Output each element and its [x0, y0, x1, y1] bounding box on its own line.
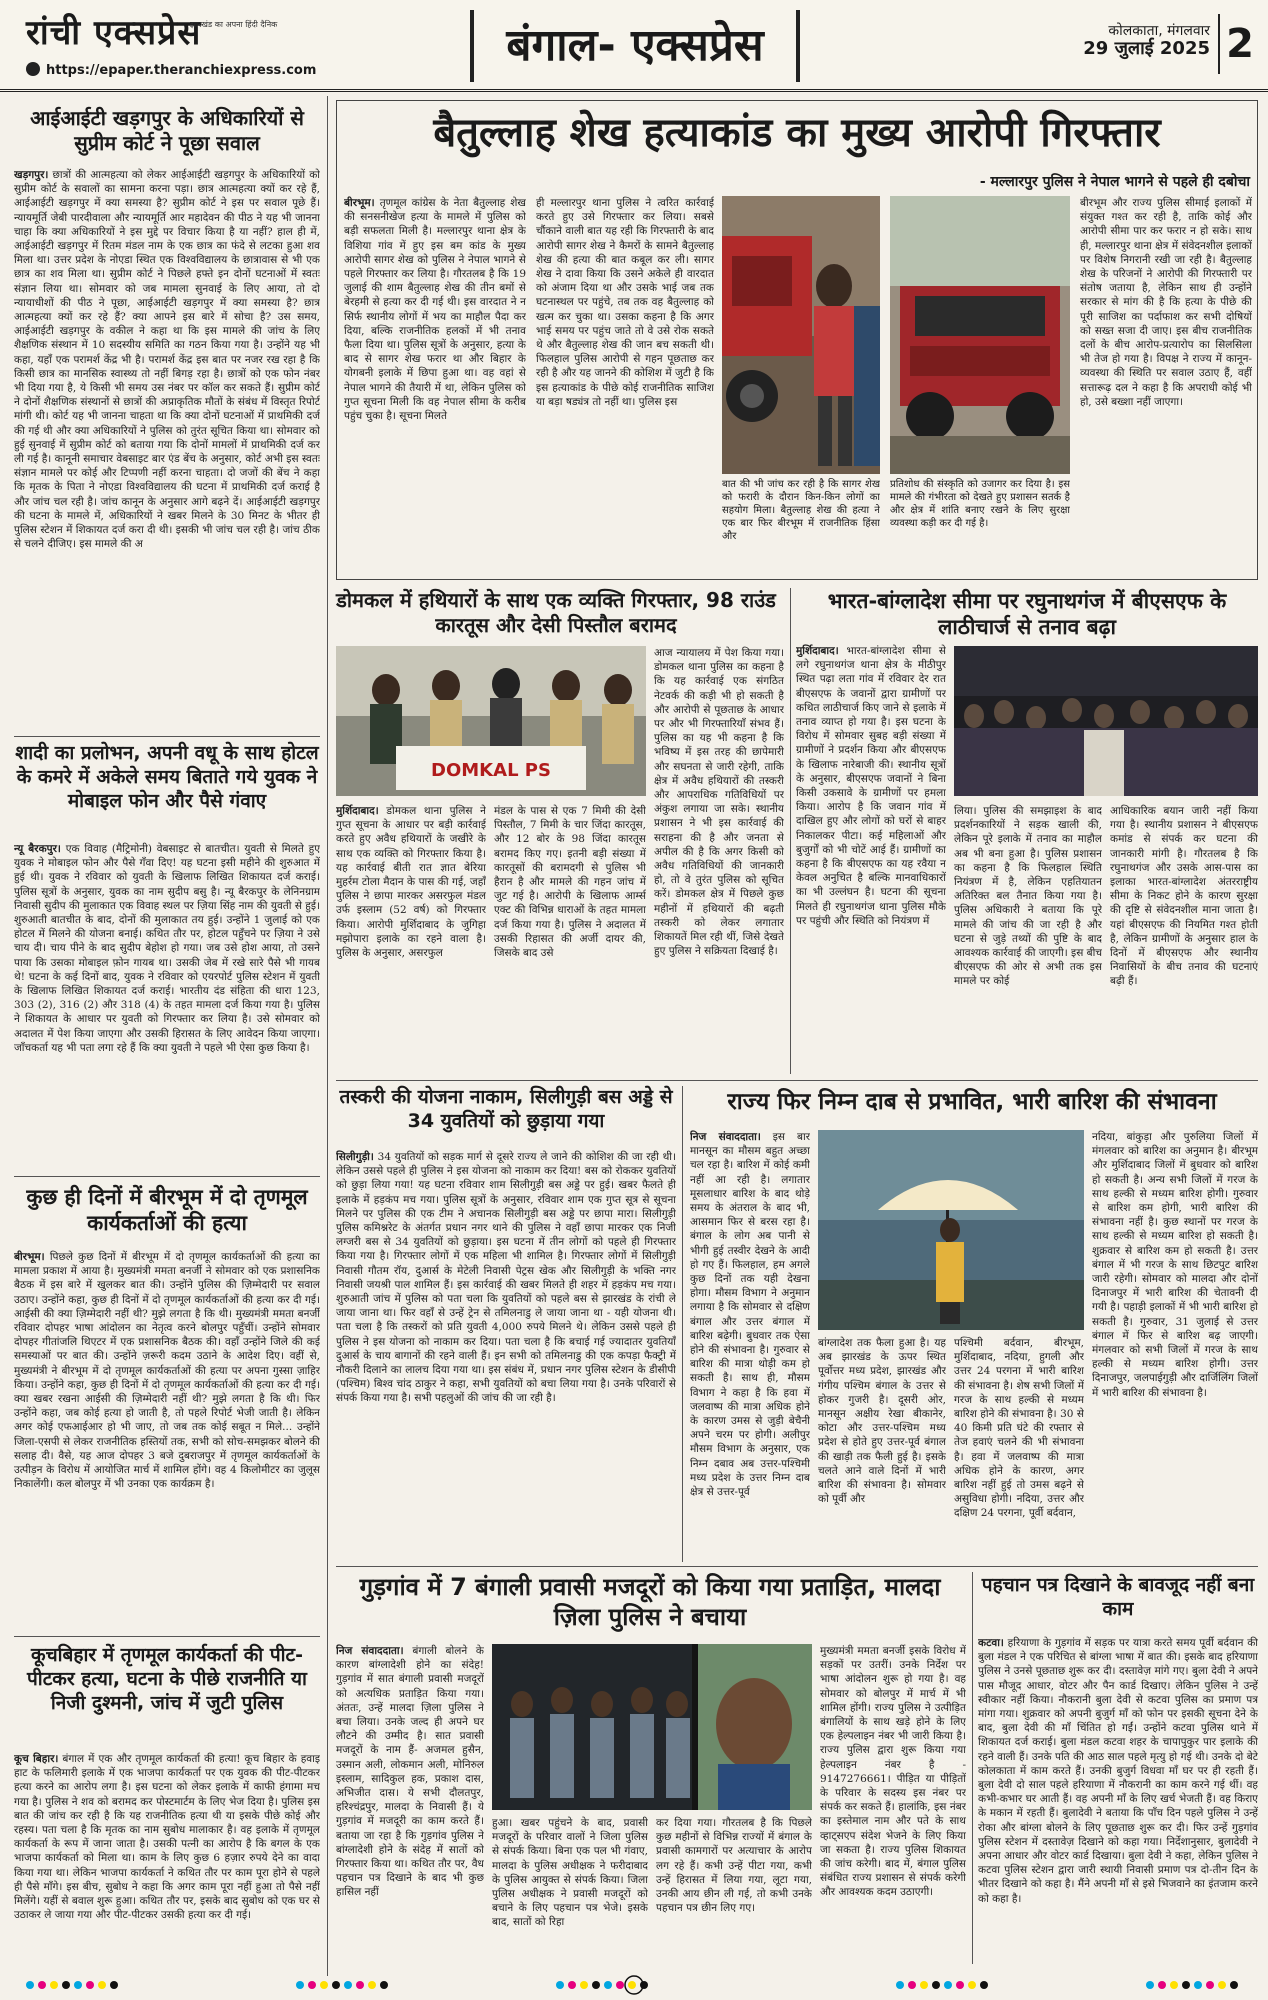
column-divider — [327, 96, 328, 1976]
divider — [336, 1566, 1258, 1567]
headline-gurgaon: गुड़गांव में 7 बंगाली प्रवासी मजदूरों को किया गया प्रताड़ित, मालदा ज़िला पुलिस ने बचाया — [359, 1573, 941, 1631]
registration-dot — [1230, 1981, 1238, 1989]
headline-domkal: डोमकल में हथियारों के साथ एक व्यक्ति गिरफ्तार, 98 राउंड कारतूस और देसी पिस्तौल बरामद — [336, 588, 776, 637]
column-divider — [972, 1572, 973, 1964]
registration-dot — [50, 1981, 58, 1989]
article-text: इस बार मानसून का मौसम बहुत अच्छा चल रहा है। बारिश में कोई कमी नहीं आ रही है। लगातार मूसलाधार बारिश के बाद थोड़े समय के अंतराल के बाद भी, आसमान फिर से बरस रहा है। बंगाल के लोग अब पानी से भीगी हुई तस्वीर देखने के आदी हो गए हैं। फिलहाल, हम अगले कुछ दिनों तक यही देखना होगा। मौसम विभाग ने अनुमान लगाया है कि सोमवार से दक्षिण बंगाल और उत्तर बंगाल में बारिश बढ़ेगी। बुधवार तक ऐसा होने की संभावना है। गुरुवार से बारिश की मात्रा थोड़ी कम हो सकती है। साथ ही, मौसम विभाग ने कहा है कि हवा में जलवाष्प की मात्रा अधिक होने के कारण उमस से जुड़ी बेचैनी अपने चरम पर होगी। अलीपुर मौसम विभाग के अनुसार, एक निम्न दबाव अब उत्तर-पश्चिमी मध्य प्रदेश के उत्तर निम्न दाब क्षेत्र से उत्तर-पूर्व — [690, 1131, 810, 1499]
newspaper-logo: रांची एक्सप्रेस — [26, 13, 202, 53]
registration-dot — [344, 1981, 352, 1989]
main-headline: बैतुल्लाह शेख हत्याकांड का मुख्य आरोपी गिरफ्तार — [433, 110, 1161, 156]
registration-dot — [968, 1981, 976, 1989]
registration-dot — [616, 1981, 624, 1989]
registration-dot — [568, 1981, 576, 1989]
arrest-photo — [722, 196, 880, 474]
dateline-block — [1083, 22, 1210, 58]
domkal-col3: आज न्यायालय में पेश किया गया। डोमकल थाना पुलिस का कहना है कि यह कार्रवाई एक संगठित नेटवर्क की कड़ी भी हो सकती है और आरोपी से पूछताछ के आधार पर और भी गिरफ्तारियाँ संभव हैं। पुलिस का यह भी कहना है कि भविष्य में इस तरह की छापेमारी और सघनता से जारी रहेगी, ताकि क्षेत्र में अवैध हथियारों की तस्करी और आपराधिक गतिविधियों पर अंकुश लगाया जा सके। स्थानीय प्रशासन ने भी इस कार्रवाई की सराहना की है और जनता से अपील की है कि अगर किसी को अवैध गतिविधियों की जानकारी हो, तो वे तुरंत पुलिस को सूचित करें। डोमकल क्षेत्र में पिछले कुछ महीनों में हथियारों की बढ़ती तस्करी को लेकर लगातार शिकायतें मिल रही थीं, जिसे देखते हुए पुलिस ने सक्रियता दिखाई है। — [654, 647, 784, 958]
registration-dot — [1170, 1981, 1178, 1989]
main-story-col1 — [344, 196, 526, 576]
dateline: मुर्शिदाबाद। — [796, 645, 839, 657]
gurgaon-col3: कर दिया गया। गौरतलब है कि पिछले कुछ महीनों से विभिन्न राज्यों में बंगाल के प्रवासी कामगारों पर अत्याचार के आरोप लग रहे हैं। कभी उन्हें पीटा गया, कभी उन्हें हिरासत में लिया गया, लूटा गया, उनकी आय छीन ली गई, तो कभी उनके पहचान पत्र छीन लिए गए। — [656, 1817, 812, 1915]
divider — [14, 736, 320, 737]
weather-col2: बांग्लादेश तक फैला हुआ है। यह अब झारखंड के ऊपर स्थित पूर्वोत्तर मध्य प्रदेश, झारखंड और गंगीय पश्चिम बंगाल के उत्तर से होकर गुजरी है। दूसरी ओर, मानसून अक्षीय रेखा बीकानेर, कोटा और उत्तर-पश्चिम मध्य प्रदेश से होते हुए उत्तर-पूर्व बंगाल की खाड़ी तक फैली हुई है। इसके चलते आने वाले दिनों में भारी बारिश की संभावना है। सोमवार को पूर्वी और — [818, 1337, 946, 1506]
dateline: मुर्शिदाबाद। — [336, 805, 379, 817]
main-subhead: - मल्लारपुर पुलिस ने नेपाल भागने से पहले ही दबोचा — [979, 174, 1250, 190]
katwa-article — [978, 1636, 1258, 1962]
registration-dot — [604, 1981, 612, 1989]
registration-dot — [1194, 1981, 1202, 1989]
registration-dot — [1182, 1981, 1190, 1989]
registration-dot — [38, 1981, 46, 1989]
article-text: 34 युवतियों को सड़क मार्ग से दूसरे राज्य ले जाने की कोशिश की जा रही थी। लेकिन उससे पहले ही पुलिस ने इस योजना को नाकाम कर दिया! बस को रोककर युवतियों को छुड़ा लिया गया! यह घटना रविवार शाम सिलीगुड़ी बस अड्डे पर हुई। खबर फैलते ही इलाके में हड़कंप मच गया। पुलिस सूत्रों के अनुसार, रविवार शाम एक गुप्त सूत्र से सूचना मिलने पर पुलिस की एक टीम ने अचानक सिलीगुड़ी बस अड्डे पर छापा मारा। सिलीगुड़ी पुलिस कमिश्नरेट के अंतर्गत प्रधान नगर थाने की पुलिस ने वहाँ छापा मारकर एक निजी लग्जरी बस से 34 युवतियों को छुड़ाया। इस घटना में तीन लोगों को पहले ही गिरफ्तार किया गया है। गिरफ्तार लोगों में एक महिला भी शामिल है। गिरफ्तार लोगों में सिलीगुड़ी निवासी गौतम रॉय, दुआर्स के मेटेली निवासी पेट्रस खेक और सिलीगुड़ी के भक्ति नगर निवासी जयश्री पाल शामिल हैं। इस कार्रवाई की खबर मिलते ही शहर में हड़कंप मच गया। शुरुआती जांच में पुलिस को पता चला कि युवतियों को पहले बस से झारखंड के रांची ले जाया जाना था। फिर वहाँ से उन्हें ट्रेन से तमिलनाडु ले जाया जाना था - यही योजना थी। पता चला है कि तस्करों को प्रति युवती 4,000 रुपये मिलने थे। लेकिन उससे पहले ही पुलिस ने इस योजना को नाकाम कर दिया। पता चला है कि बचाई गई ज्यादातर युवतियाँ दुआर्स के चाय बागानों की रहने वाली हैं। इन सभी को तमिलनाडु की एक कपड़ा फैक्ट्री में नौकरी दिलाने का लालच दिया गया था। इस संबंध में, प्रधान नगर पुलिस स्टेशन के डीसीपी (पश्चिम) बिश्व चांद ठाकुर ने कहा, सभी युवतियों को बचा लिया गया है। उनके परिवारों से संपर्क किया गया है। सभी पहलुओं की जांच की जा रही है। — [336, 1151, 676, 1405]
registration-dot — [332, 1981, 340, 1989]
headline-bsf: भारत-बांग्लादेश सीमा पर रघुनाथगंज में बीएसएफ के लाठीचार्ज से तनाव बढ़ा — [827, 589, 1227, 640]
registration-dot — [980, 1981, 988, 1989]
registration-dot — [110, 1981, 118, 1989]
headline-matrimony: शादी का प्रलोभन, अपनी वधू के साथ होटल के कमरे में अकेले समय बिताते गये युवक ने मोबाइल फोन और पैसे गंवाए — [15, 742, 319, 812]
dateline: कूच बिहार। — [14, 1753, 59, 1765]
rain-photo — [818, 1130, 1084, 1330]
headline-katwa: पहचान पत्र दिखाने के बावजूद नहीं बना काम — [981, 1574, 1255, 1620]
article-iit — [14, 168, 320, 730]
siliguri-article — [336, 1150, 676, 1560]
registration-dot — [320, 1981, 328, 1989]
registration-dot — [932, 1981, 940, 1989]
dateline: न्यू बैरकपुर। — [14, 843, 61, 855]
article-text: एक विवाह (मैट्रिमोनी) वेबसाइट से बातचीत। युवती से मिलते हुए युवक ने मोबाइल फोन और पैसे गँवा दिए! यह घटना इसी महीने की शुरुआत में हुई थी। युवक ने रविवार को युवती के खिलाफ लिखित शिकायत दर्ज कराई। पुलिस सूत्रों के अनुसार, युवक का नाम सुदीप बसु है। न्यू बैरकपुर के लेनिनग्राम निवासी सुदीप की मुलाकात एक विवाह स्थल पर ज़िया सिंह नाम की युवती से हुई। शुरुआती बातचीत के बाद, दोनों की मुलाकात तय हुई। उन्होंने 1 जुलाई को एक होटल में मिलने की योजना बनाई। कथित तौर पर, होटल पहुँचने पर ज़िया ने उसे चाय दी। चाय पीने के बाद सुदीप बेहोश हो गया। जब उसे होश आया, तो उसने पाया कि उसका मोबाइल फ़ोन गायब था। उसकी जेब में रखे सारे पैसे भी गायब थे! घटना के कई दिनों बाद, युवक ने रविवार को एयरपोर्ट पुलिस स्टेशन में युवती के खिलाफ लिखित शिकायत दर्ज कराई। भारतीय दंड संहिता की धारा 123, 303 (2), 316 (2) और 318 (4) के तहत मामला दर्ज किया गया है। पुलिस ने शिकायत के आधार पर युवती को गिरफ्तार कर लिया है। उसे सोमवार को अदालत में पेश किया जाएगा और उसकी हिरासत के लिए आवेदन किया जाएगा। जाँचकर्ता यह भी पता लगा रहे हैं कि क्या युवती ने पहले भी ऐसा कुछ किया है। — [14, 843, 320, 1054]
divider — [14, 1636, 320, 1637]
registration-dot — [1218, 1981, 1226, 1989]
main-story-col4: बीरभूम और राज्य पुलिस सीमाई इलाकों में संयुक्त गश्त कर रही है, ताकि कोई और आरोपी सीमा पार कर फरार न हो सके। साथ ही, मल्लारपुर थाना क्षेत्र में संवेदनशील इलाकों पर विशेष निगरानी रखी जा रही है। बैतुल्लाह शेख के परिजनों ने आरोपी की गिरफ्तारी पर संतोष जताया है, लेकिन साथ ही उन्होंने सरकार से मांग की है कि हत्या के पीछे की पूरी साजिश का पर्दाफाश कर सभी दोषियों को सख्त सजा दी जाए। इस बीच राजनीतिक दलों के बीच आरोप-प्रत्यारोप का सिलसिला भी तेज हो गया है। विपक्ष ने राज्य में कानून-व्यवस्था की स्थिति पर सवाल उठाए हैं, वहीं सत्तारूढ़ दल ने कहा है कि अपराधी कोई भी हो, उसे बख्शा नहीं जाएगा। — [1080, 197, 1252, 408]
article-text: बंगाल में एक और तृणमूल कार्यकर्ता की हत्या! कूच बिहार के हवाइ हाट के फलिमारी इलाके में एक भाजपा कार्यकर्ता पर एक युवक की पीट-पीटकर हत्या करने का आरोप लगा है। इस घटना को लेकर इलाके में काफी हंगामा मच गया है। पुलिस ने शव को बरामद कर पोस्टमार्टम के लिए भेज दिया है। पुलिस इस बात की जांच कर रही है कि यह राजनीतिक हत्या थी या इसके पीछे कोई और रहस्य। पता चला है कि मृतक का नाम सुबोध मालाकार है। वह इलाके में तृणमूल कार्यकर्ता के रूप में जाना जाता है। उसकी पत्नी का आरोप है कि बगल के एक भाजपा कार्यकर्ता को मिला था। काम के लिए कुछ 6 हज़ार रुपये देने का वादा किया गया था। लेकिन भाजपा कार्यकर्ता ने कथित तौर पर काम पूरा होने से पहले ही पैसे माँगे। इस बीच, सुबोध ने कहा कि अगर काम पूरा नहीं हुआ तो पैसे नहीं मिलेंगे। यहीं से बवाल शुरू हुआ। कथित तौर पर, इसके बाद सुबोध को एक घर से उठाकर ले जाया गया और पीट-पीटकर उसकी हत्या कर दी गई। — [14, 1753, 320, 1922]
dateline: सिलीगुड़ी। — [336, 1151, 374, 1163]
gurgaon-col2: हुआ। खबर पहुंचने के बाद, प्रवासी मजदूरों के परिवार वालों ने जिला पुलिस से संपर्क किया। बिना एक पल भी गंवाए, मालदा के पुलिस अधीक्षक ने फरीदाबाद के पुलिस आयुक्त से संपर्क किया। जिला पुलिस अधीक्षक ने प्रवासी मजदूरों को बचाने के लिए पहचान पत्र भेजे। इसके बाद, सातों को रिहा — [492, 1817, 648, 1929]
registration-dot — [86, 1981, 94, 1989]
registration-dot — [356, 1981, 364, 1989]
registration-dot — [296, 1981, 304, 1989]
weather-col4: नदिया, बांकुड़ा और पुरुलिया जिलों में मंगलवार को बारिश का अनुमान है। बीरभूम और मुर्शिदाबाद जिलों में बुधवार को बारिश हो सकती है। अन्य सभी जिलों में गरज के साथ हल्की से मध्यम बारिश होगी। गुरुवार से बारिश कम होगी, भारी बारिश की संभावना नहीं है। कुछ स्थानों पर गरज के साथ हल्की से मध्यम बारिश हो सकती है। शुक्रवार से बारिश कम हो सकती है। उत्तर बंगाल में भी गरज के साथ छिटपुट बारिश जारी रहेगी। सोमवार को मालदा और दोनों दिनाजपुर में भारी बारिश की चेतावनी दी गयी है। पहाड़ी इलाकों में भी भारी बारिश हो सकती है। गुरुवार, 31 जुलाई से उत्तर बंगाल में फिर से बारिश बढ़ जाएगी। मंगलवार को सभी जिलों में गरज के साथ हल्की से मध्यम बारिश होगी। उत्तर दिनाजपुर, जलपाईगुड़ी और दार्जिलिंग जिलों में भारी बारिश की संभावना है। — [1092, 1131, 1258, 1399]
article-coochbehar — [14, 1752, 320, 1962]
weather-col3: पश्चिमी बर्दवान, बीरभूम, मुर्शिदाबाद, नदिया, हुगली और उत्तर 24 परगना में भारी बारिश की संभावना है। शेष सभी जिलों में गरज के साथ हल्की से मध्यम बारिश होने की संभावना है। 30 से 40 किमी प्रति घंटे की रफ्तार से तेज हवाएं चलने की भी संभावना है। हवा में जलवाष्प की मात्रा अधिक होने के कारण, अगर बारिश नहीं हुई तो उमस बढ़ने से असुविधा होगी। नदिया, उत्तर और दक्षिण 24 परगना, पूर्वी बर्दवान, — [954, 1337, 1084, 1520]
migrant-workers-photo — [492, 1644, 812, 1810]
gurgaon-col1 — [336, 1644, 484, 1962]
dateline: बीरभूम। — [344, 197, 375, 209]
photo-caption: बात की भी जांच कर रही है कि सागर शेख को फरारी के दौरान किन-किन लोगों का सहयोग मिला। बैतुल्लाह शेख की हत्या ने एक बार फिर बीरभूम में राजनीतिक हिंसा और — [722, 479, 880, 542]
headline-iit: आईआईटी खड़गपुर के अधिकारियों से सुप्रीम कोर्ट ने पूछा सवाल — [30, 106, 304, 155]
headline-coochbehar: कूचबिहार में तृणमूल कार्यकर्ता की पीट-पीटकर हत्या, घटना के पीछे राजनीति या निजी दुश्मनी, जांच में जुटी पुलिस — [27, 1644, 307, 1714]
masthead — [0, 0, 1268, 92]
registration-dot — [368, 1981, 376, 1989]
registration-dot — [580, 1981, 588, 1989]
article-birbhum — [14, 1250, 320, 1630]
section-title: बंगाल- एक्सप्रेस — [470, 10, 800, 82]
newspaper-tagline: झारखंड का अपना हिंदी दैनिक — [190, 20, 278, 29]
dateline: निज संवाददाता। — [690, 1131, 761, 1143]
registration-dot — [556, 1981, 564, 1989]
registration-marks — [0, 1970, 1268, 2000]
globe-icon — [26, 62, 40, 76]
article-matrimony — [14, 842, 320, 1172]
epaper-url[interactable] — [26, 62, 316, 78]
registration-dot — [98, 1981, 106, 1989]
epaper-url-text: https://epaper.theranchiexpress.com — [46, 63, 317, 78]
divider — [14, 1176, 320, 1177]
registration-dot — [380, 1981, 388, 1989]
registration-dot — [640, 1981, 648, 1989]
column-divider — [682, 1086, 683, 1562]
photo-caption-continued: प्रतिशोध की संस्कृति को उजागर कर दिया है। इस मामले की गंभीरता को देखते हुए प्रशासन सतर्क है और क्षेत्र में शांति बनाए रखने के लिए सुरक्षा व्यवस्था कड़ी कर दी गई है। — [890, 479, 1070, 529]
article-text: बंगाली बोलने के कारण बांग्लादेशी होने का संदेह! गुड़गांव में सात बंगाली प्रवासी मजदूरों को अत्यधिक प्रताड़ित किया गया। अंततः, उन्हें मालदा ज़िला पुलिस ने बचा लिया। उनके जल्द ही अपने घर लौटने की उम्मीद है। सात प्रवासी मजदूरों के नाम हैं- अजमल हुसैन, उस्मान अली, लोकमान अली, मोनिरुल इस्लाम, सादिकुल हक, प्रकाश दास, अभिजीत दास। ये सभी दौलतपुर, हरिश्चंद्रपुर, मालदा के निवासी हैं। ये गुड़गांव में मजदूरी का काम करते हैं। बताया जा रहा है कि गुड़गांव पुलिस ने बांग्लादेशी होने के संदेह में सातों को गिरफ्तार किया था। कथित तौर पर, वैध पहचान पत्र दिखाने के बाद भी कुछ हासिल नहीं — [336, 1645, 484, 1899]
page-number: 2 — [1218, 14, 1260, 74]
bsf-col2: लिया। पुलिस की समझाइश के बाद प्रदर्शनकारियों ने सड़क खाली की, लेकिन पूरे इलाके में तनाव का माहौल अब भी बना हुआ है। पुलिस प्रशासन का कहना है कि फिलहाल स्थिति नियंत्रण में है, लेकिन एहतियातन अतिरिक्त बल तैनात किया गया है। पुलिस अधिकारी ने बताया कि पूरे मामले की जांच की जा रही है और घटना से जुड़े तथ्यों की पुष्टि के बाद आवश्यक कार्रवाई की जाएगी। इस बीच बीएसएफ की ओर से अभी तक इस मामले पर कोई — [954, 805, 1102, 988]
dateline: खड़गपुर। — [14, 169, 49, 181]
article-text: तृणमूल कांग्रेस के नेता बैतुल्लाह शेख की सनसनीखेज हत्या के मामले में पुलिस को बड़ी सफलता मिली है। मल्लारपुर थाना क्षेत्र के विशिया गांव में हुए इस बम कांड के मुख्य आरोपी सागर शेख को पुलिस ने नेपाल भागने से पहले गिरफ्तार कर लिया है। गौरतलब है कि 19 जुलाई की शाम बैतुल्लाह शेख की तीन बमों से बेरहमी से हत्या कर दी गई थी। इस वारदात ने न सिर्फ स्थानीय लोगों में भय का माहौल पैदा कर दिया, बल्कि राजनीतिक हलकों में भी तनाव फैला दिया था। पुलिस सूत्रों के अनुसार, हत्या के बाद से सागर शेख फरार था और बिहार के योगबनी इलाके में छिपा हुआ था। वह वहां से नेपाल भागने की तैयारी में था, लेकिन पुलिस को गुप्त सूचना मिली कि वह नेपाल सीमा के करीब पहुंच चुका है। सूचना मिलते — [344, 197, 526, 423]
registration-dot — [920, 1981, 928, 1989]
main-story-col2: ही मल्लारपुर थाना पुलिस ने त्वरित कार्रवाई करते हुए उसे गिरफ्तार कर लिया। सबसे चौंकाने वाली बात यह रही कि गिरफ्तारी के बाद आरोपी सागर शेख ने कैमरों के सामने बैतुल्लाह शेख की हत्या की बात कबूल कर ली। सागर शेख ने दावा किया कि उसने अकेले ही वारदात को अंजाम दिया था और उसके भाई जब तक घटनास्थल पर पहुंचे, तब तक वह बैतुल्लाह को खत्म कर चुका था। उसका कहना है कि अगर भाई समय पर पहुंच जाते तो वे उसे रोक सकते थे और बैतुल्लाह शेख की जान बच सकती थी। फिलहाल पुलिस आरोपी से गहन पूछताछ कर रही है और यह जानने की कोशिश में जुटी है कि इस हत्याकांड के पीछे कोई राजनीतिक साजिश या बड़ा षड्यंत्र तो नहीं था। पुलिस इस — [536, 197, 714, 408]
registration-dot — [26, 1981, 34, 1989]
headline-weather: राज्य फिर निम्न दाब से प्रभावित, भारी बारिश की संभावना — [727, 1089, 1217, 1115]
bsf-col1 — [796, 644, 946, 1074]
city-day: कोलकाता, मंगलवार — [1108, 23, 1210, 39]
registration-dot — [1146, 1981, 1154, 1989]
bsf-col3: आधिकारिक बयान जारी नहीं किया गया है। स्थानीय प्रशासन ने बीएसएफ कमांड से संपर्क कर घटना की जानकारी मांगी है। गौरतलब है कि रघुनाथगंज और उसके आस-पास का इलाका भारत-बांग्लादेश अंतरराष्ट्रीय सीमा के निकट होने के कारण सुरक्षा की दृष्टि से संवेदनशील माना जाता है। यहां बीएसएफ की नियमित गश्त होती है, लेकिन ग्रामीणों के अनुसार हाल के दिनों में बीएसएफ और स्थानीय निवासियों के बीच तनाव की घटनाएं बढ़ी हैं। — [1110, 805, 1258, 988]
article-text: हरियाणा के गुड़गांव में सड़क पर यात्रा करते समय पूर्वी बर्दवान की बुला मंडल ने एक परिचित से बांग्ला भाषा में बात की। इसके बाद हरियाणा पुलिस ने उनसे पूछताछ शुरू कर दी। दस्तावेज़ मांगे गए। बुला देवी ने अपने पास मौजूद आधार, वोटर और पैन कार्ड दिखाए। लेकिन पुलिस ने उन्हें स्वीकार नहीं किया। नौकरानी बुला देवी से कटवा पुलिस का प्रमाण पत्र मांगा गया। शुक्रवार को अपनी बुजुर्ग माँ को फोन पर इसकी सूचना देने के बाद, बुला देवी की माँ चिंतित हो गईं। उन्होंने कटवा पुलिस थाने में शिकायत दर्ज कराई। बुला मंडल कटवा शहर के चापापुकुर पार इलाके की रहने वाली हैं। उनके पति की आठ साल पहले मृत्यु हो गई थी। उनके दो बेटे कोलकाता में काम करते हैं। उनकी बुजुर्ग विधवा माँ घर पर ही रहती हैं। बुला देवी दो साल पहले हरियाणा में नौकरानी का काम करने गई थीं। वह कभी-कभार घर आती हैं। वह अपनी माँ के लिए खर्च भेजती हैं। वह किराए के मकान में रहती हैं। बुलादेवी ने बताया कि पाँच दिन पहले पुलिस ने उन्हें रोका और बांग्ला बोलने के लिए पूछताछ शुरू कर दी। फिर उन्हें गुड़गांव पुलिस स्टेशन में दस्तावेज़ दिखाने को कहा गया। निर्देशानुसार, बुलादेवी ने अपना आधार और वोटर कार्ड दिखाया। बुला देवी ने कहा, लेकिन पुलिस ने कटवा पुलिस स्टेशन द्वारा जारी स्थायी निवासी प्रमाण पत्र दो-तीन दिन के भीतर दिखाने को कहा है। मैंने अपनी माँ से इसे भिजवाने का इंतजाम करने को कहा है। — [978, 1637, 1258, 1905]
vehicle-photo — [890, 196, 1070, 474]
article-text: पिछले कुछ दिनों में बीरभूम में दो तृणमूल कार्यकर्ताओं की हत्या का मामला प्रकाश में आया है। मुख्यमंत्री ममता बनर्जी ने सोमवार को एक प्रशासनिक बैठक में इस बारे में खुलकर बात की। उन्होंने पुलिस की ज़िम्मेदारी पर सवाल उठाए। उन्होंने कहा, कुछ ही दिनों में दो तृणमूल कार्यकर्ताओं की हत्या कर दी गई। आईसी की क्या ज़िम्मेदारी नहीं थी? मुझे लगता है कि थी। मुख्यमंत्री ममता बनर्जी रविवार दोपहर भाषा आंदोलन का नेतृत्व करने बोलपुर पहुँचीं। उन्होंने सोमवार दोपहर गीतांजलि थिएटर में एक प्रशासनिक बैठक की। वहाँ उन्होंने जिले की कई समस्याओं पर बात की। उन्होंने ज़रूरी कदम उठाने के आदेश दिए। वहीं से, मुख्यमंत्री ने बीरभूम में दो तृणमूल कार्यकर्ताओं की हत्या पर अपना गुस्सा ज़ाहिर किया। उन्होंने कहा, कुछ ही दिनों में दो तृणमूल कार्यकर्ताओं की हत्या कर दी गई। क्या खबर रखना आईसी की ज़िम्मेदारी नहीं थी? मुझे लगता है कि थी। फिर उन्होंने कहा, जब कोई हत्या हो जाती है, तो पहले रिपोर्ट भेजी जाती है। लेकिन अगर कोई एफआईआर हो भी जाए, तो जब तक कोई सबूत न मिले... उन्होंने जिला-एसपी से लेकर राजनीतिक हस्तियों तक, सभी को सोच-समझकर बोलने की सलाह दी। वैसे, यह आज दोपहर 3 बजे दुबराजपुर में तृणमूल कार्यकर्ताओं के उत्पीड़न के विरोध में आयोजित मार्च में शामिल होंगे। वह 4 किलोमीटर का जुलूस निकालेंगी। कल बोलपुर में भी उनका एक कार्यक्रम है। — [14, 1251, 320, 1491]
headline-siliguri: तस्करी की योजना नाकाम, सिलीगुड़ी बस अड्डे से 34 युवतियों को छुड़ाया गया — [339, 1086, 673, 1132]
divider — [336, 1080, 1258, 1081]
column-divider — [790, 588, 791, 1074]
dateline: निज संवाददाता। — [336, 1645, 404, 1657]
article-text: छात्रों की आत्महत्या को लेकर आईआईटी खड़गपुर के अधिकारियों को सुप्रीम कोर्ट के सवालों का सामना करना पड़ा। छात्र आत्महत्या क्यों कर रहे हैं, आईआईटी खड़गपुर में क्या समस्या है? सुप्रीम कोर्ट ने इस पर सवाल पूछे हैं। न्यायमूर्ति जेबी पारदीवाला और न्यायमूर्ति आर महादेवन की पीठ ने यह भी जानना चाहा कि क्या अधिकारियों ने इस मुद्दे पर विचार किया है या नहीं? हाल ही में, आईआईटी खड़गपुर में रितम मंडल नाम के एक छात्र का फंदे से लटका हुआ शव मिला था। उत्तर प्रदेश के नोएडा स्थित एक विश्वविद्यालय के छात्रावास से भी एक छात्र का शव मिला था। सुप्रीम कोर्ट ने पिछले हफ्ते इन दोनों घटनाओं में स्वतः संज्ञान लिया था। सोमवार को जब मामला सुनवाई के लिए आया, तो दो न्यायाधीशों की पीठ ने पूछा, आईआईटी खड़गपुर में क्या समस्या है? छात्र आत्महत्या क्यों कर रहे हैं? क्या आपने इस बारे में सोचा है? उस समय, आईआईटी खड़गपुर के वकील ने कहा था कि इस मामले की जांच के लिए शैक्षणिक संस्थान में 10 सदस्यीय समिति का गठन किया गया है। उन्होंने यह भी कहा, यहाँ एक परामर्श केंद्र भी है। परामर्श केंद्र इस बात पर नजर रख रहा है कि किसी छात्र का मानसिक स्वास्थ्य तो नहीं बिगड़ रहा है। छात्रों को एक फोन नंबर भी दिया गया है, ये किसी भी समय उस नंबर पर कॉल कर सकते हैं। सुप्रीम कोर्ट ने दोनों शैक्षणिक संस्थानों से छात्रों की अप्राकृतिक मौतों के संबंध में विस्तृत रिपोर्ट मांगी थी। कोर्ट यह भी जानना चाहता था कि क्या दोनों घटनाओं में प्राथमिकी दर्ज की गई थी और क्या अधिकारियों ने पुलिस को तुरंत सूचित किया था। सोमवार को हुई सुनवाई में सुप्रीम कोर्ट को बताया गया कि दोनों मामलों में प्राथमिकी दर्ज कर ली गई है। कानूनी समाचार वेबसाइट बार एंड बेंच के अनुसार, कोर्ट अभी इस स्वतः संज्ञान मामले पर कोई और टिप्पणी नहीं करना चाहता। दो जजों की बेंच ने कहा कि मृतक के पिता ने नोएडा विश्वविद्यालय की घटना में प्राथमिकी दर्ज कराई है और जांच चल रही है। जांच कानून के अनुसार आगे बढ़ने दें। आईआईटी खड़गपुर की घटना के मामले में, अधिकारियों ने खबर मिलने के 30 मिनट के भीतर ही पुलिस स्टेशन में शिकायत दर्ज करा दी थी। इसकी भी जांच चल रही है। जांच ठीक से चलने दीजिए। इस मामले की अ — [14, 169, 320, 551]
article-text: डोमकल थाना पुलिस ने गुप्त सूचना के आधार पर बड़ी कार्रवाई करते हुए अवैध हथियारों के जखीरे के साथ एक व्यक्ति को गिरफ्तार किया है। यह कार्रवाई बीती रात ज्ञात बेरिया मुहर्रम टोला मैदान के पास की गई, जहाँ पुलिस ने छापा मारकर असरफुल मंडल उर्फ इस्लाम (52 वर्ष) को गिरफ्तार किया। आरोपी मुर्शिदाबाद के जुगिहा मझोपारा इलाके का रहने वाला है। पुलिस के अनुसार, असरफुल — [336, 805, 486, 960]
police-board-text: DOMKAL PS — [431, 760, 551, 781]
dateline: कटवा। — [978, 1637, 1004, 1649]
registration-dot — [956, 1981, 964, 1989]
registration-dot — [896, 1981, 904, 1989]
issue-date: 29 जुलाई 2025 — [1083, 38, 1210, 59]
registration-dot — [908, 1981, 916, 1989]
protest-photo — [954, 646, 1258, 796]
article-text: भारत-बांग्लादेश सीमा से लगे रघुनाथगंज थाना क्षेत्र के मीठीपुर स्थित पढ़ा लता गांव में रविवार देर रात बीएसएफ के जवानों द्वारा ग्रामीणों पर कथित लाठीचार्ज किए जाने से इलाके में तनाव व्याप्त हो गया है। इस घटना के विरोध में सोमवार सुबह बड़ी संख्या में ग्रामीणों ने प्रदर्शन किया और बीएसएफ के खिलाफ नारेबाजी की। स्थानीय सूत्रों के अनुसार, बीएसएफ जवानों ने बिना किसी उकसावे के ग्रामीणों पर हमला किया। आरोप है कि जवान गांव में दाखिल हुए और लोगों को घरों से बाहर निकालकर पीटा। कई महिलाओं और बुजुर्गों को भी चोटें आई हैं। ग्रामीणों का कहना है कि बीएसएफ का यह रवैया न केवल अनुचित है बल्कि मानवाधिकारों का भी उल्लंघन है। घटना की सूचना मिलते ही रघुनाथगंज थाना पुलिस मौके पर पहुंची और स्थिति को नियंत्रण में — [796, 645, 946, 927]
registration-dot — [628, 1981, 636, 1989]
print-registration-strip — [0, 1970, 1268, 2000]
registration-dot — [592, 1981, 600, 1989]
registration-dot — [1158, 1981, 1166, 1989]
gurgaon-col4: मुख्यमंत्री ममता बनर्जी इसके विरोध में सड़कों पर उतरीं। उनके निर्देश पर भाषा आंदोलन शुरू हो गया है। वह सोमवार को बोलपुर में मार्च में भी शामिल होंगी। राज्य पुलिस ने उत्पीड़ित बंगालियों के साथ खड़े होने के लिए एक हेल्पलाइन नंबर भी जारी किया है। राज्य पुलिस द्वारा शुरू किया गया हेल्पलाइन नंबर है - 9147276661। पीड़ित या पीड़ितों के परिवार के सदस्य इस नंबर पर संपर्क कर सकते हैं। हालांकि, इस नंबर का इस्तेमाल नाम और पते के साथ व्हाट्सएप संदेश भेजने के लिए किया जा सकता है। राज्य पुलिस शिकायत की जांच करेगी। बाद में, बंगाल पुलिस संबंधित राज्य प्रशासन से संपर्क करेगी और आवश्यक कदम उठाएगी। — [820, 1645, 966, 1899]
registration-dot — [62, 1981, 70, 1989]
registration-dot — [1206, 1981, 1214, 1989]
registration-dot — [944, 1981, 952, 1989]
weather-col1 — [690, 1130, 810, 1560]
registration-dot — [308, 1981, 316, 1989]
registration-dot — [74, 1981, 82, 1989]
dateline: बीरभूम। — [14, 1251, 45, 1263]
domkal-col2: मंडल के पास से एक 7 मिमी की देसी पिस्तौल, 7 मिमी के चार जिंदा कारतूस, और 12 बोर के 98 जिंदा कारतूस बरामद किए गए। इतनी बड़ी संख्या में कारतूसों की बरामदगी से पुलिस भी हैरान है और मामले की गहन जांच में जुट गई है। आरोपी के खिलाफ आर्म्स एक्ट की विभिन्न धाराओं के तहत मामला दर्ज किया गया है। पुलिस ने अदालत में उसकी रिहासत की अर्जी दायर की, जिसके बाद उसे — [494, 805, 646, 960]
headline-birbhum: कुछ ही दिनों में बीरभूम में दो तृणमूल कार्यकर्ताओं की हत्या — [26, 1185, 308, 1236]
domkal-col1 — [336, 804, 486, 1074]
